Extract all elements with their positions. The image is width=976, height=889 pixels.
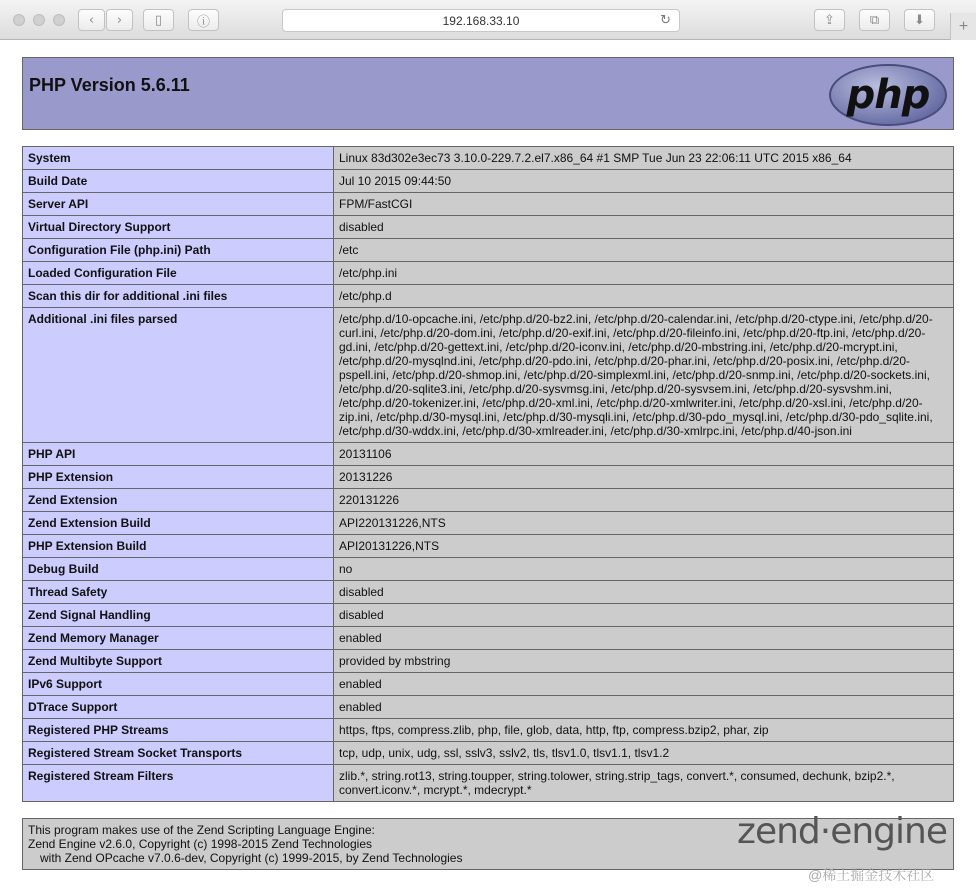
- phpinfo-table: [22, 146, 954, 802]
- plus-icon: +: [958, 17, 969, 35]
- tabs-button[interactable]: [859, 9, 890, 31]
- table-row: [23, 765, 954, 802]
- row-value: provided by mbstring: [334, 650, 954, 673]
- share-button[interactable]: [814, 9, 845, 31]
- table-row: [23, 627, 954, 650]
- row-key: System: [23, 147, 334, 170]
- php-logo[interactable]: [829, 64, 947, 126]
- row-key: Scan this dir for additional .ini files: [23, 285, 334, 308]
- row-value: disabled: [334, 604, 954, 627]
- info-button[interactable]: [188, 9, 219, 31]
- row-key: PHP API: [23, 443, 334, 466]
- table-row: [23, 558, 954, 581]
- row-key: Debug Build: [23, 558, 334, 581]
- share-icon: ⇪: [824, 12, 835, 28]
- zend-logo-text: zend·engine: [737, 811, 947, 852]
- close-window-button[interactable]: [13, 14, 25, 26]
- download-button[interactable]: [904, 9, 935, 31]
- tabs-icon: ⧉: [869, 12, 880, 28]
- minimize-window-button[interactable]: [33, 14, 45, 26]
- table-row: [23, 216, 954, 239]
- row-key: Zend Extension Build: [23, 512, 334, 535]
- table-row: [23, 581, 954, 604]
- row-key: Zend Extension: [23, 489, 334, 512]
- table-row: [23, 466, 954, 489]
- row-key: Virtual Directory Support: [23, 216, 334, 239]
- table-row: [23, 535, 954, 558]
- table-row: [23, 147, 954, 170]
- sidebar-icon: ▯: [154, 12, 163, 28]
- footer-line: with Zend OPcache v7.0.6-dev, Copyright (c) 1999-2015, by Zend Technologies: [40, 851, 463, 865]
- row-value: enabled: [334, 696, 954, 719]
- table-row: [23, 262, 954, 285]
- new-tab-button[interactable]: [950, 13, 976, 40]
- table-row: [23, 696, 954, 719]
- row-value: FPM/FastCGI: [334, 193, 954, 216]
- row-key: Zend Multibyte Support: [23, 650, 334, 673]
- row-value: /etc/php.d/10-opcache.ini, /etc/php.d/20-bz2.ini, /etc/php.d/20-calendar.ini, /etc/php.d/20-ctype.ini, /etc/php.d/20-curl.ini, /etc/php.d/20-dom.ini, /etc/php.d/20-exif.ini, /etc/php.d/20-fileinfo.ini, /etc/php.d/20-ftp.ini, /etc/php.d/20-gd.ini, /etc/php.d/20-gettext.ini, /etc/php.d/20-iconv.ini, /etc/php.d/20-mbstring.ini, /etc/php.d/20-mcrypt.ini, /etc/php.d/20-mysqlnd.ini, /etc/php.d/20-pdo.ini, /etc/php.d/20-phar.ini, /etc/php.d/20-posix.ini, /etc/php.d/20-pspell.ini, /etc/php.d/20-shmop.ini, /etc/php.d/20-simplexml.ini, /etc/php.d/20-snmp.ini, /etc/php.d/20-sockets.ini, /etc/php.d/20-sqlite3.ini, /etc/php.d/20-sysvmsg.ini, /etc/php.d/20-sysvsem.ini, /etc/php.d/20-sysvshm.ini, /etc/php.d/20-tokenizer.ini, /etc/php.d/20-xml.ini, /etc/php.d/20-xmlwriter.ini, /etc/php.d/20-xsl.ini, /etc/php.d/20-zip.ini, /etc/php.d/30-mysql.ini, /etc/php.d/30-mysqli.ini, /etc/php.d/30-pdo_mysql.ini, /etc/php.d/30-pdo_sqlite.ini, /etc/php.d/30-wddx.ini, /etc/php.d/30-xmlreader.ini, /etc/php.d/30-xmlrpc.ini, /etc/php.d/40-json.ini: [334, 308, 954, 443]
- row-key: Zend Signal Handling: [23, 604, 334, 627]
- row-value: enabled: [334, 627, 954, 650]
- table-row: [23, 193, 954, 216]
- row-key: Registered PHP Streams: [23, 719, 334, 742]
- reload-icon[interactable]: ↻: [660, 13, 671, 28]
- php-logo-text: php: [846, 72, 930, 118]
- sidebar-button[interactable]: [143, 9, 174, 31]
- row-value: enabled: [334, 673, 954, 696]
- row-value: 20131106: [334, 443, 954, 466]
- row-value: zlib.*, string.rot13, string.toupper, string.tolower, string.strip_tags, convert.*, consumed, dechunk, bzip2.*, convert.iconv.*, mcrypt.*, mdecrypt.*: [334, 765, 954, 802]
- row-value: 20131226: [334, 466, 954, 489]
- row-key: Registered Stream Filters: [23, 765, 334, 802]
- row-key: PHP Extension: [23, 466, 334, 489]
- row-value: disabled: [334, 581, 954, 604]
- table-row: [23, 285, 954, 308]
- table-row: [23, 742, 954, 765]
- browser-toolbar: [0, 0, 976, 40]
- back-button[interactable]: [78, 9, 105, 31]
- page-title: PHP Version 5.6.11: [29, 75, 190, 95]
- info-icon: ⓘ: [196, 14, 210, 30]
- row-value: https, ftps, compress.zlib, php, file, glob, data, http, ftp, compress.bzip2, phar, zip: [334, 719, 954, 742]
- row-value: /etc/php.ini: [334, 262, 954, 285]
- watermark: @稀土掘金技术社区: [808, 867, 935, 883]
- row-value: Linux 83d302e3ec73 3.10.0-229.7.2.el7.x86_64 #1 SMP Tue Jun 23 22:06:11 UTC 2015 x86_64: [334, 147, 954, 170]
- table-row: [23, 489, 954, 512]
- row-key: Registered Stream Socket Transports: [23, 742, 334, 765]
- row-value: 220131226: [334, 489, 954, 512]
- download-icon: ⬇: [914, 12, 925, 28]
- forward-button[interactable]: [106, 9, 133, 31]
- table-row: [23, 239, 954, 262]
- row-value: API20131226,NTS: [334, 535, 954, 558]
- table-row: [23, 443, 954, 466]
- row-key: PHP Extension Build: [23, 535, 334, 558]
- row-value: no: [334, 558, 954, 581]
- address-bar[interactable]: [282, 9, 680, 32]
- address-text: 192.168.33.10: [442, 13, 520, 28]
- phpinfo-header: [22, 57, 954, 130]
- table-row: [23, 650, 954, 673]
- footer-line: This program makes use of the Zend Scripting Language Engine:: [28, 823, 375, 837]
- row-value: tcp, udp, unix, udg, ssl, sslv3, sslv2, tls, tlsv1.0, tlsv1.1, tlsv1.2: [334, 742, 954, 765]
- chevron-right-icon: ›: [116, 12, 123, 28]
- table-row: [23, 170, 954, 193]
- row-key: Server API: [23, 193, 334, 216]
- row-value: API220131226,NTS: [334, 512, 954, 535]
- table-row: [23, 673, 954, 696]
- row-value: /etc/php.d: [334, 285, 954, 308]
- row-key: DTrace Support: [23, 696, 334, 719]
- row-value: /etc: [334, 239, 954, 262]
- row-key: Loaded Configuration File: [23, 262, 334, 285]
- zend-footer: [22, 811, 954, 870]
- row-key: Additional .ini files parsed: [23, 308, 334, 443]
- table-row: [23, 512, 954, 535]
- table-row: [23, 604, 954, 627]
- row-key: Thread Safety: [23, 581, 334, 604]
- row-value: disabled: [334, 216, 954, 239]
- row-key: Zend Memory Manager: [23, 627, 334, 650]
- row-key: Configuration File (php.ini) Path: [23, 239, 334, 262]
- zend-engine-logo[interactable]: [737, 811, 947, 852]
- table-row: [23, 719, 954, 742]
- footer-line: Zend Engine v2.6.0, Copyright (c) 1998-2015 Zend Technologies: [28, 837, 372, 851]
- zoom-window-button[interactable]: [53, 14, 65, 26]
- chevron-left-icon: ‹: [88, 12, 95, 28]
- table-row: [23, 308, 954, 443]
- row-value: Jul 10 2015 09:44:50: [334, 170, 954, 193]
- row-key: IPv6 Support: [23, 673, 334, 696]
- row-key: Build Date: [23, 170, 334, 193]
